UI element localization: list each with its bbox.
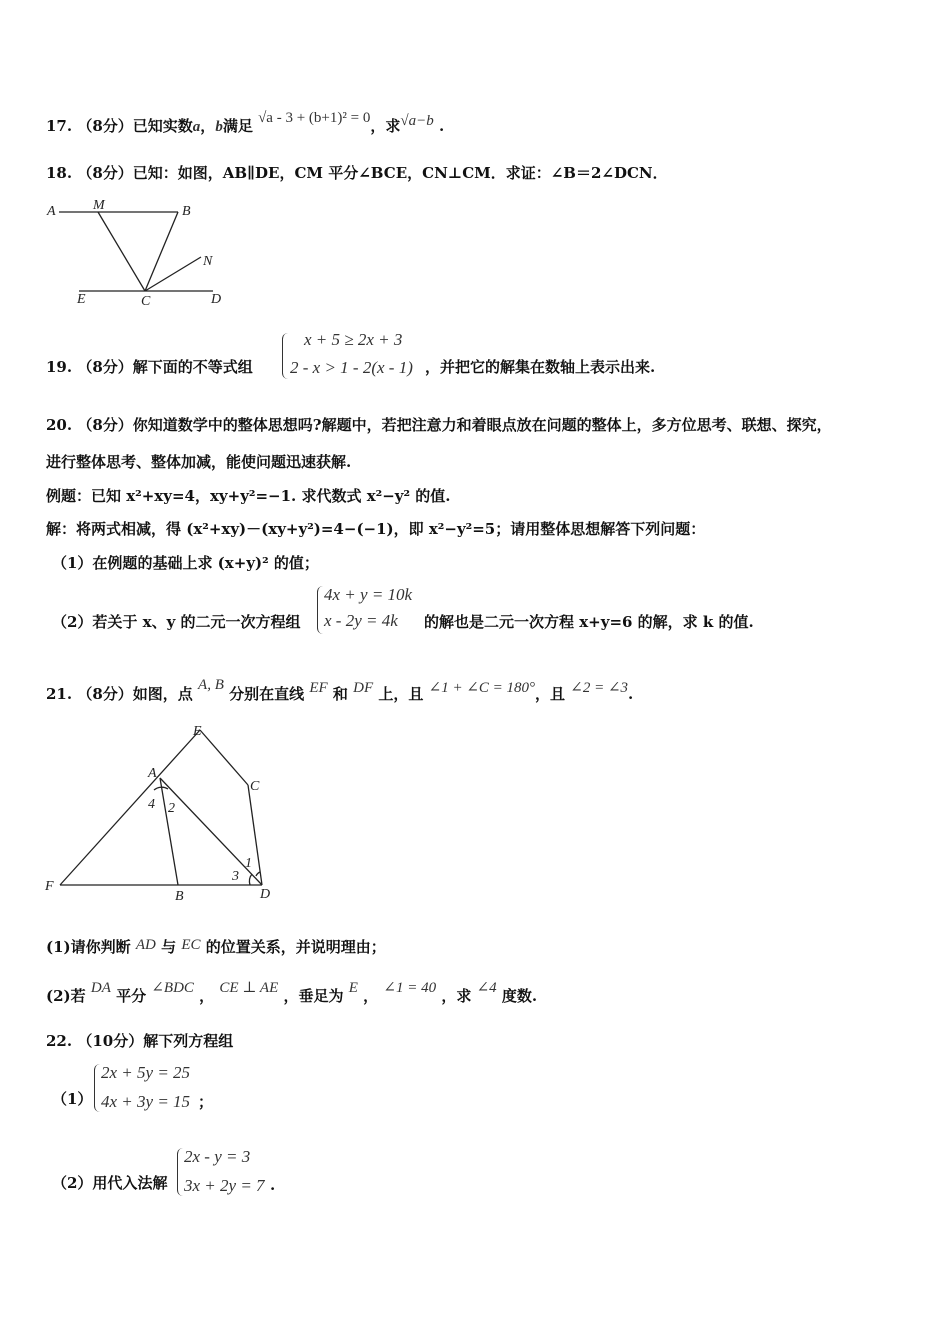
fig-label-b: B — [175, 889, 184, 904]
q20-score: （8分） — [77, 416, 133, 434]
q19-text: 解下面的不等式组 — [132, 358, 253, 376]
q21-text1: 如图，点 — [132, 685, 193, 703]
q21-part2 — [46, 980, 538, 1006]
q20-text1: 你知道数学中的整体思想吗?解题中，若把注意力和着眼点放在问题的整体上，多方位思考、联想、探究， — [132, 416, 832, 434]
q20-part1: （1）在例题的基础上求 (x+y)² 的值； — [52, 554, 319, 572]
fig-label-2: 2 — [168, 801, 175, 816]
q21-part1-a: (1)请你判断 — [46, 938, 131, 956]
q22-part2-label: （2）用代入法解 — [52, 1174, 168, 1192]
q21-part2-b: 平分 — [116, 987, 147, 1005]
label-e: E — [77, 292, 86, 307]
q22-score: （10分） — [77, 1032, 144, 1050]
var-a: a — [192, 119, 201, 135]
q21-part2-h: 度数. — [501, 987, 538, 1005]
q21-part1-ad: AD — [135, 937, 156, 953]
q21-text4: ，且 — [535, 685, 566, 703]
var-b: b — [215, 119, 223, 135]
fig-label-4: 4 — [148, 797, 155, 812]
q17-expression: √a−b — [400, 113, 434, 129]
q21-figure — [40, 720, 290, 905]
q21-part1-ec: EC — [181, 937, 201, 953]
q18-score: （8分） — [77, 164, 133, 182]
q22-p2-eq2: 3x + 2y = 7 — [184, 1176, 265, 1195]
q21-score: （8分） — [77, 685, 133, 703]
fig-label-c: C — [250, 779, 260, 794]
q21-part2-ang4: ∠4 — [476, 980, 497, 996]
q17-text: 已知实数 — [132, 117, 193, 135]
q21-part1-c: 的位置关系，并说明理由； — [205, 938, 386, 956]
q21-part1-b: 与 — [161, 938, 177, 956]
q21-number: 21. — [46, 685, 73, 703]
q17-end: . — [438, 117, 445, 135]
q21-text3: 上，且 — [378, 685, 424, 703]
label-m: M — [93, 198, 105, 213]
q22-line — [46, 1030, 233, 1051]
q18-line — [46, 162, 668, 183]
q20-line2: 进行整体思考、整体加减，能使问题迅速获解. — [46, 453, 352, 471]
q21-cond2: ∠2 = ∠3 — [570, 680, 629, 696]
q22-part1-label: （1） — [52, 1090, 93, 1108]
q20-number: 20. — [46, 416, 73, 434]
q18-text: 已知：如图，AB∥DE，CM 平分∠BCE，CN⊥CM．求证：∠B＝2∠DCN． — [132, 164, 668, 182]
q21-df: DF — [353, 680, 374, 696]
q19-ineq1: x + 5 ≥ 2x + 3 — [304, 330, 403, 349]
q17-line — [46, 110, 445, 136]
q21-part2-a: (2)若 — [46, 987, 86, 1005]
fig-label-a: A — [148, 766, 157, 781]
q19-brace — [282, 333, 289, 379]
q20-brace — [317, 586, 324, 634]
q22-number: 22. — [46, 1032, 73, 1050]
fig-label-d: D — [260, 887, 271, 902]
q17-sep: ， — [200, 117, 216, 135]
q22-p1-brace — [94, 1064, 101, 1112]
q17-equation: √a - 3 + (b+1)² = 0 — [258, 110, 371, 126]
q17-number: 17. — [46, 117, 73, 135]
q21-part2-da: DA — [90, 980, 111, 996]
q21-text2: 分别在直线 — [229, 685, 305, 703]
fig-label-e: E — [193, 724, 202, 739]
q18-figure — [45, 195, 235, 310]
fig-label-f: F — [45, 879, 54, 894]
q17-score: （8分） — [77, 117, 133, 135]
q21-part1 — [46, 936, 386, 957]
q17-text2: 满足 — [222, 117, 253, 135]
q22-p1-end: ； — [198, 1093, 214, 1111]
label-d: D — [211, 292, 222, 307]
q21-ef: EF — [309, 680, 328, 696]
label-a: A — [47, 204, 56, 219]
q21-part2-d: ，垂足为 — [283, 987, 344, 1005]
q20-sys2: x - 2y = 4k — [324, 611, 398, 630]
q21-part2-perp: CE ⊥ AE — [219, 980, 279, 996]
label-n: N — [203, 254, 213, 269]
q19-ineq2: 2 - x > 1 - 2(x - 1) — [290, 358, 413, 377]
q22-p1-eq1: 2x + 5y = 25 — [101, 1063, 191, 1082]
q20-line1 — [46, 414, 832, 435]
q22-text: 解下列方程组 — [143, 1032, 234, 1050]
q20-solution: 解：将两式相减，得 (x²+xy)－(xy+y²)=4−(−1)，即 x²−y²=5；请用整体思想解答下列问题： — [46, 520, 706, 538]
q21-end: . — [628, 685, 634, 703]
q21-and: 和 — [332, 685, 348, 703]
q19-score: （8分） — [77, 358, 133, 376]
q17-text3: ，求 — [370, 117, 401, 135]
q19-line — [46, 356, 253, 377]
fig-label-3: 3 — [232, 869, 239, 884]
q18-number: 18. — [46, 164, 73, 182]
q22-p2-brace — [177, 1148, 184, 1196]
q21-part2-ang: ∠1 = 40 — [383, 980, 437, 996]
q21-part2-bdc: ∠BDC — [151, 980, 194, 996]
q20-part2-pre: （2）若关于 x、y 的二元一次方程组 — [52, 613, 301, 631]
q21-part2-c: ， — [199, 987, 215, 1005]
q21-points: A, B — [198, 677, 224, 693]
q21-cond1: ∠1 + ∠C = 180° — [428, 680, 536, 696]
q20-sys1: 4x + y = 10k — [324, 585, 413, 604]
q20-part2-post: 的解也是二元一次方程 x+y=6 的解，求 k 的值. — [424, 613, 754, 631]
label-c: C — [141, 294, 151, 309]
fig-label-1: 1 — [245, 856, 252, 871]
q20-example: 例题：已知 x²+xy=4，xy+y²=−1. 求代数式 x²−y² 的值. — [46, 487, 451, 505]
label-b: B — [182, 204, 191, 219]
q21-part2-e: E — [348, 980, 358, 996]
q22-p2-eq1: 2x - y = 3 — [184, 1147, 251, 1166]
q21-part2-g: ，求 — [441, 987, 472, 1005]
q22-p2-end: . — [270, 1176, 276, 1194]
q19-text2: ，并把它的解集在数轴上表示出来. — [425, 358, 656, 376]
q21-part2-f: ， — [363, 987, 379, 1005]
q19-number: 19. — [46, 358, 73, 376]
q22-p1-eq2: 4x + 3y = 15 — [101, 1092, 191, 1111]
q21-line — [46, 677, 634, 704]
